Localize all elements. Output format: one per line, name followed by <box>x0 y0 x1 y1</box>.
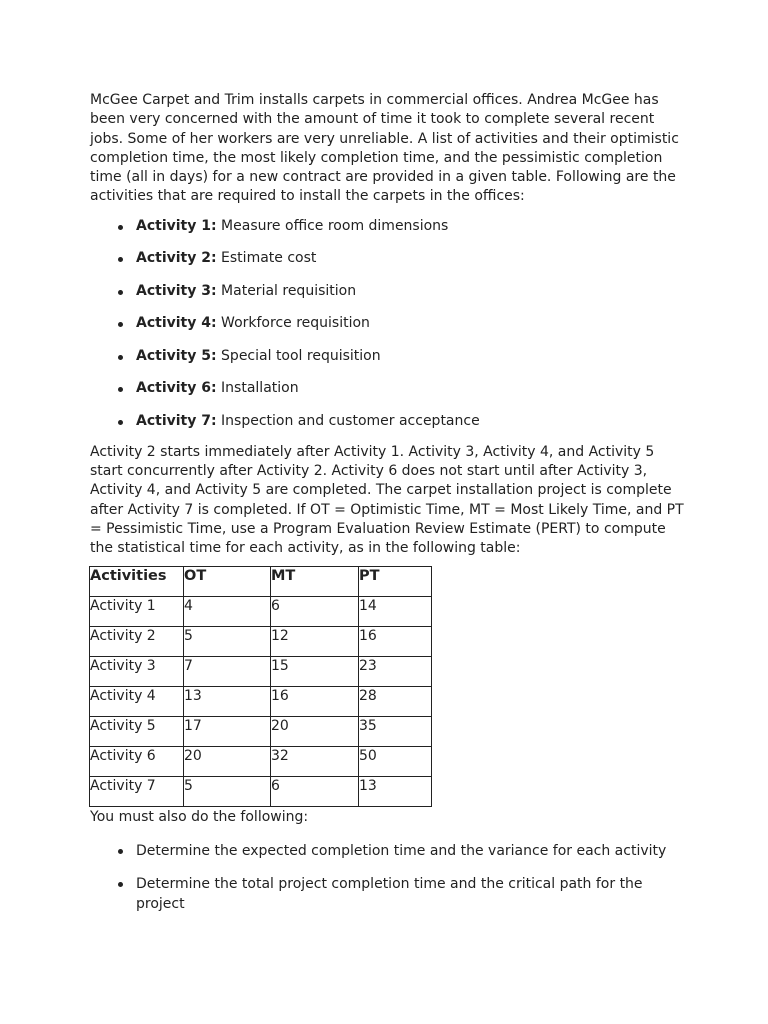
table-row <box>90 716 432 746</box>
table-cell: 13 <box>359 776 432 806</box>
activity-text: Material requisition <box>221 282 357 299</box>
pert-table <box>89 566 432 807</box>
activity-text: Estimate cost <box>221 250 317 267</box>
activity-label: Activity 2: <box>136 250 217 267</box>
table-cell: 17 <box>184 716 271 746</box>
table-row <box>90 596 432 626</box>
activity-item <box>136 282 690 301</box>
task-item: Determine the expected completion time and the variance for each activity <box>136 841 690 861</box>
activity-text: Measure office room dimensions <box>221 217 449 234</box>
activity-list <box>136 217 690 431</box>
table-row <box>90 746 432 776</box>
table-row <box>90 656 432 686</box>
table-cell: 6 <box>271 776 359 806</box>
activity-label: Activity 4: <box>136 315 217 332</box>
activity-text: Workforce requisition <box>221 315 370 332</box>
header-cell: PT <box>359 566 432 596</box>
intro-paragraph: McGee Carpet and Trim installs carpets in commercial offices. Andrea McGee has been very concerned with the amount of time it took to complete several recent jobs. Some of her workers are very unreliable. A list of activities and their optimistic completion time, the most likely completion time, and the pessimistic completion time (all in days) for a new contract are provided in a given table. Following are the activities that are required to install the carpets in the offices: <box>90 92 679 205</box>
table-cell: Activity 3 <box>90 656 184 686</box>
description-paragraph: Activity 2 starts immediately after Activity 1. Activity 3, Activity 4, and Activity 5 start concurrently after Activity 2. Activity 6 does not start until after Activity 3, Activity 4, and Activity 5 are completed. The carpet installation project is complete after Activity 7 is completed. If OT = Optimistic Time, MT = Most Likely Time, and PT = Pessimistic Time, use a Program Evaluation Review Estimate (PERT) to compute the statistical time for each activity, as in the following table: <box>90 443 684 557</box>
table-cell: 16 <box>359 626 432 656</box>
task-item: Determine the total project completion time and the critical path for the project <box>136 874 690 914</box>
table-cell: 5 <box>184 626 271 656</box>
table-cell: 7 <box>184 656 271 686</box>
table-cell: 14 <box>359 596 432 626</box>
table-cell: Activity 1 <box>90 596 184 626</box>
table-row <box>90 686 432 716</box>
table-cell: 16 <box>271 686 359 716</box>
followup-paragraph: You must also do the following: <box>90 808 309 825</box>
activity-label: Activity 1: <box>136 217 217 234</box>
table-cell: Activity 4 <box>90 686 184 716</box>
table-cell: 15 <box>271 656 359 686</box>
table-cell: 20 <box>271 716 359 746</box>
header-cell: OT <box>184 566 271 596</box>
activity-item <box>136 314 690 333</box>
activity-item <box>136 412 690 431</box>
task-list <box>136 841 690 914</box>
table-cell: 5 <box>184 776 271 806</box>
header-cell: Activities <box>90 566 184 596</box>
table-cell: 20 <box>184 746 271 776</box>
header-cell: MT <box>271 566 359 596</box>
activity-text: Special tool requisition <box>221 347 381 364</box>
table-cell: 12 <box>271 626 359 656</box>
document-body <box>90 91 690 927</box>
table-cell: 6 <box>271 596 359 626</box>
activity-item <box>136 379 690 398</box>
table-cell: Activity 5 <box>90 716 184 746</box>
table-row <box>90 626 432 656</box>
table-cell: Activity 2 <box>90 626 184 656</box>
activity-item <box>136 217 690 236</box>
activity-item <box>136 347 690 366</box>
activity-label: Activity 7: <box>136 412 217 429</box>
table-cell: 4 <box>184 596 271 626</box>
table-cell: 28 <box>359 686 432 716</box>
table-cell: Activity 7 <box>90 776 184 806</box>
table-cell: Activity 6 <box>90 746 184 776</box>
activity-text: Inspection and customer acceptance <box>221 412 480 429</box>
activity-text: Installation <box>221 380 299 397</box>
table-header-row <box>90 566 432 596</box>
table-row <box>90 776 432 806</box>
activity-label: Activity 5: <box>136 347 217 364</box>
table-cell: 13 <box>184 686 271 716</box>
activity-label: Activity 6: <box>136 380 217 397</box>
table-cell: 32 <box>271 746 359 776</box>
table-cell: 35 <box>359 716 432 746</box>
table-cell: 50 <box>359 746 432 776</box>
activity-item <box>136 249 690 268</box>
activity-label: Activity 3: <box>136 282 217 299</box>
table-cell: 23 <box>359 656 432 686</box>
